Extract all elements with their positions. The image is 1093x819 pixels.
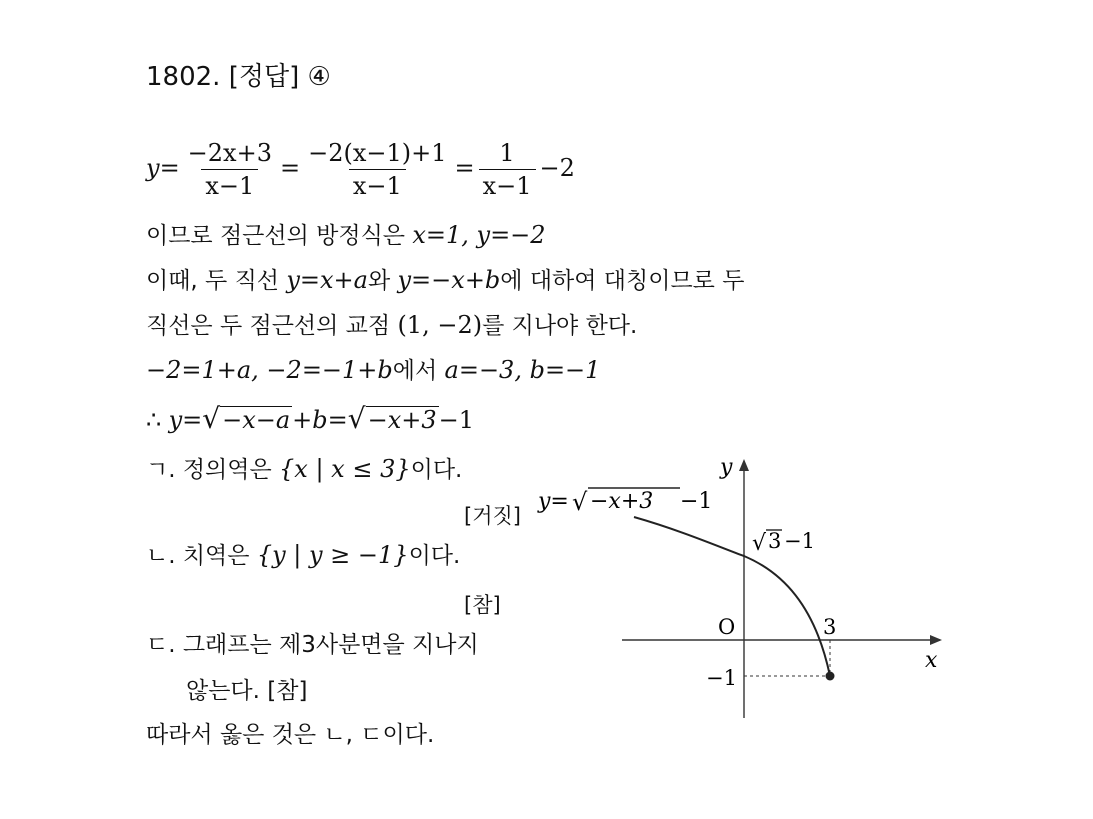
intersection-line xyxy=(146,310,637,341)
fraction-1-num: −2x+3 xyxy=(187,139,272,167)
asymptote-text: 이므로 점근선의 방정식은 xyxy=(146,223,406,249)
function-graph xyxy=(530,450,950,730)
answer-label: [정답] ④ xyxy=(228,62,331,92)
x-axis-label: x xyxy=(925,648,938,673)
eq-sign-3: = xyxy=(454,154,475,182)
solve-line xyxy=(146,355,600,386)
result-tail: −1 xyxy=(438,406,475,434)
item-nieun-tail: 이다. xyxy=(408,543,461,569)
symmetry-line xyxy=(146,265,744,296)
fraction-1-den: x−1 xyxy=(201,169,258,200)
line-eq-2: y=−x+b xyxy=(397,266,501,294)
fraction-2 xyxy=(304,139,450,200)
item-nieun-verdict: [참] xyxy=(464,593,501,617)
fraction-3-den: x−1 xyxy=(479,169,536,200)
item-nieun-label: ㄴ. 치역은 xyxy=(146,543,250,569)
problem-header xyxy=(146,62,331,92)
radical-sign-2: √ xyxy=(347,402,366,435)
y-axis-label: y xyxy=(720,455,733,480)
curve-label-radicand: −x+3 xyxy=(590,489,654,514)
eq-tail: −2 xyxy=(539,154,575,182)
radical-sign-1: √ xyxy=(202,402,221,435)
problem-number: 1802. xyxy=(146,62,221,92)
curve-label-suffix: −1 xyxy=(680,489,713,514)
eq-y: y xyxy=(146,154,160,182)
intersection-point: (1, −2) xyxy=(397,311,483,339)
solve-result: a=−3, b=−1 xyxy=(444,356,601,384)
item-giyeok-label: ㄱ. 정의역은 xyxy=(146,457,272,483)
y-intercept-suffix: −1 xyxy=(784,529,815,553)
item-giyeok-tail: 이다. xyxy=(410,457,463,483)
item-giyeok-verdict: [거짓] xyxy=(464,504,521,528)
item-digeut-line2: 않는다. [참] xyxy=(186,678,308,704)
asymptote-math: x=1, y=−2 xyxy=(412,221,546,249)
result-plus-b: +b= xyxy=(292,406,348,434)
origin-label: O xyxy=(718,615,736,639)
fraction-3-num: 1 xyxy=(499,139,515,167)
fraction-2-num: −2(x−1)+1 xyxy=(308,139,447,167)
curve-endpoint xyxy=(826,672,835,681)
y-intercept-radical: √ xyxy=(752,531,767,556)
intersection-text-2: 를 지나야 한다. xyxy=(482,313,638,339)
domain-set: {x | x ≤ 3} xyxy=(279,455,411,483)
solve-text: 에서 xyxy=(392,358,438,384)
eq-sign-2: = xyxy=(279,154,301,182)
symmetry-text-1: 이때, 두 직선 xyxy=(146,268,280,294)
fraction-1 xyxy=(184,139,276,200)
conclusion: 따라서 옳은 것은 ㄴ, ㄷ이다. xyxy=(146,722,435,748)
item-giyeok xyxy=(146,454,462,485)
curve-label-radical: √ xyxy=(572,488,588,516)
intersection-text-1: 직선은 두 점근선의 교점 xyxy=(146,313,391,339)
solve-equations: −2=1+a, −2=−1+b xyxy=(146,356,393,384)
item-nieun xyxy=(146,540,460,571)
line-eq-1: y=x+a xyxy=(286,266,368,294)
equation-main xyxy=(146,136,575,201)
result-function-line xyxy=(146,404,474,436)
radicand-1: −x−a xyxy=(222,406,291,434)
x-axis-arrow xyxy=(930,635,942,645)
symmetry-text-3: 에 대하여 대칭이므로 두 xyxy=(500,268,745,294)
result-y: y= xyxy=(168,406,203,434)
asymptote-line xyxy=(146,220,546,251)
y-tick-minus1: −1 xyxy=(706,666,737,690)
y-intercept-radicand: 3 xyxy=(768,529,782,553)
radicand-2: −x+3 xyxy=(367,406,437,434)
eq-sign-1: = xyxy=(159,154,180,182)
item-digeut-line1: ㄷ. 그래프는 제3사분면을 지나지 xyxy=(146,632,479,658)
range-set: {y | y ≥ −1} xyxy=(256,541,409,569)
curve-label-prefix: y= xyxy=(538,489,569,514)
therefore-symbol: ∴ xyxy=(146,406,162,434)
symmetry-text-2: 와 xyxy=(367,268,391,294)
y-axis-arrow xyxy=(739,459,749,471)
fraction-3 xyxy=(479,139,536,200)
x-tick-3: 3 xyxy=(823,615,837,639)
fraction-2-den: x−1 xyxy=(349,169,406,200)
